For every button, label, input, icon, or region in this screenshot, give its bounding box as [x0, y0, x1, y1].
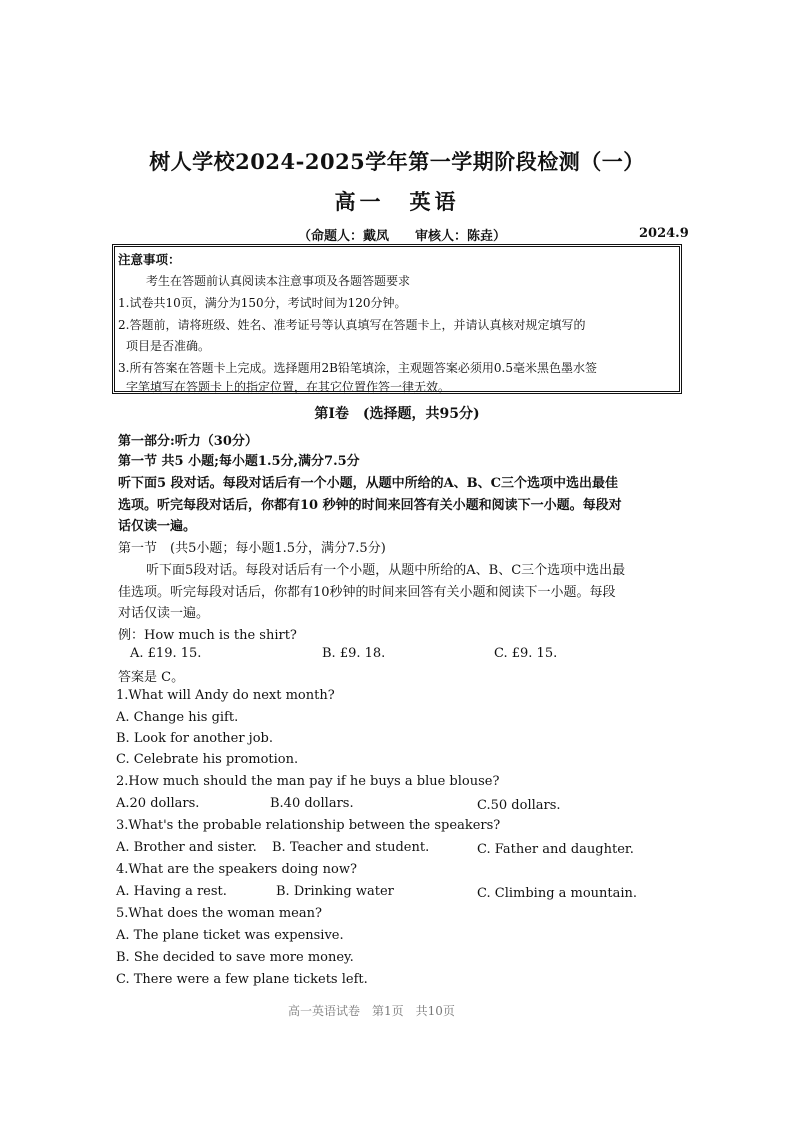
question-2: 2.How much should the man pay if he buys a blue blouse?	[116, 774, 500, 789]
section-title-bold: 第一节 共5 小题;每小题1.5分,满分7.5分	[118, 454, 360, 469]
question-1-option: C. Celebrate his promotion.	[116, 752, 299, 767]
question-1-option: A. Change his gift.	[116, 710, 239, 725]
example-option-a: A. £19. 15.	[130, 646, 202, 661]
example-option-c: C. £9. 15.	[494, 646, 558, 661]
question-1-option: B. Look for another job.	[116, 731, 273, 746]
section-title: 第一节 (共5小题；每小题1.5分，满分7.5分)	[118, 541, 386, 556]
notice-item: 3.所有答案在答题卡上完成。选择题用2B铅笔填涂，主观题答案必须用0.5毫米黑色墨水签	[118, 361, 597, 375]
question-3-option: A. Brother and sister.	[116, 840, 257, 855]
example-answer: 答案是 C。	[118, 670, 185, 685]
example-question: 例：How much is the shirt?	[118, 628, 297, 643]
notice-intro: 考生在答题前认真阅读本注意事项及各题答题要求	[146, 274, 411, 288]
volume-heading: 第Ⅰ卷 (选择题，共95分)	[314, 406, 480, 422]
question-5: 5.What does the woman mean?	[116, 906, 322, 921]
question-5-option: B. She decided to save more money.	[116, 950, 354, 965]
question-4-option: B. Drinking water	[276, 884, 394, 899]
exam-title: 树人学校2024-2025学年第一学期阶段检测（一）	[149, 149, 645, 174]
part-title: 第一部分:听力（30分）	[118, 434, 258, 449]
question-4-option: C. Climbing a mountain.	[477, 886, 638, 901]
question-2-option: A.20 dollars.	[116, 796, 200, 811]
instructions-bold: 听下面5 段对话。每段对话后有一个小题，从题中所给的A、B、C三个选项中选出最佳	[118, 476, 618, 491]
question-3: 3.What's the probable relationship between the speakers?	[116, 818, 501, 833]
instructions: 听下面5段对话。每段对话后有一个小题，从题中所给的A、B、C三个选项中选出最	[146, 563, 626, 578]
notice-item: 项目是否准确。	[126, 339, 211, 353]
notice-item: 1.试卷共10页，满分为150分，考试时间为120分钟。	[118, 296, 407, 310]
question-5-option: A. The plane ticket was expensive.	[116, 928, 344, 943]
notice-heading: 注意事项：	[118, 252, 181, 267]
instructions: 佳选项。听完每段对话后，你都有10秒钟的时间来回答有关小题和阅读下一小题。每段	[118, 585, 616, 600]
exam-authors: （命题人：戴凤 审核人：陈垚）	[298, 229, 507, 244]
notice-item: 字笔填写在答题卡上的指定位置，在其它位置作答一律无效。	[126, 380, 451, 394]
question-4: 4.What are the speakers doing now?	[116, 862, 357, 877]
notice-item: 2.答题前，请将班级、姓名、准考证号等认真填写在答题卡上，并请认真核对规定填写的	[118, 318, 586, 332]
question-1: 1.What will Andy do next month?	[116, 688, 335, 703]
question-4-option: A. Having a rest.	[116, 884, 227, 899]
question-3-option: B. Teacher and student.	[272, 840, 430, 855]
instructions-bold: 选项。听完每段对话后，你都有10 秒钟的时间来回答有关小题和阅读下一小题。每段对	[118, 498, 622, 513]
question-3-option: C. Father and daughter.	[477, 842, 634, 857]
question-2-option: C.50 dollars.	[477, 798, 561, 813]
exam-date: 2024.9	[639, 226, 689, 241]
page-footer: 高一英语试卷 第1页 共10页	[288, 1004, 455, 1018]
question-5-option: C. There were a few plane tickets left.	[116, 972, 368, 987]
exam-subject: 高一 英语	[334, 189, 460, 214]
instructions: 对话仅读一遍。	[118, 606, 210, 621]
question-2-option: B.40 dollars.	[270, 796, 354, 811]
example-option-b: B. £9. 18.	[322, 646, 386, 661]
instructions-bold: 话仅读一遍。	[118, 519, 197, 534]
